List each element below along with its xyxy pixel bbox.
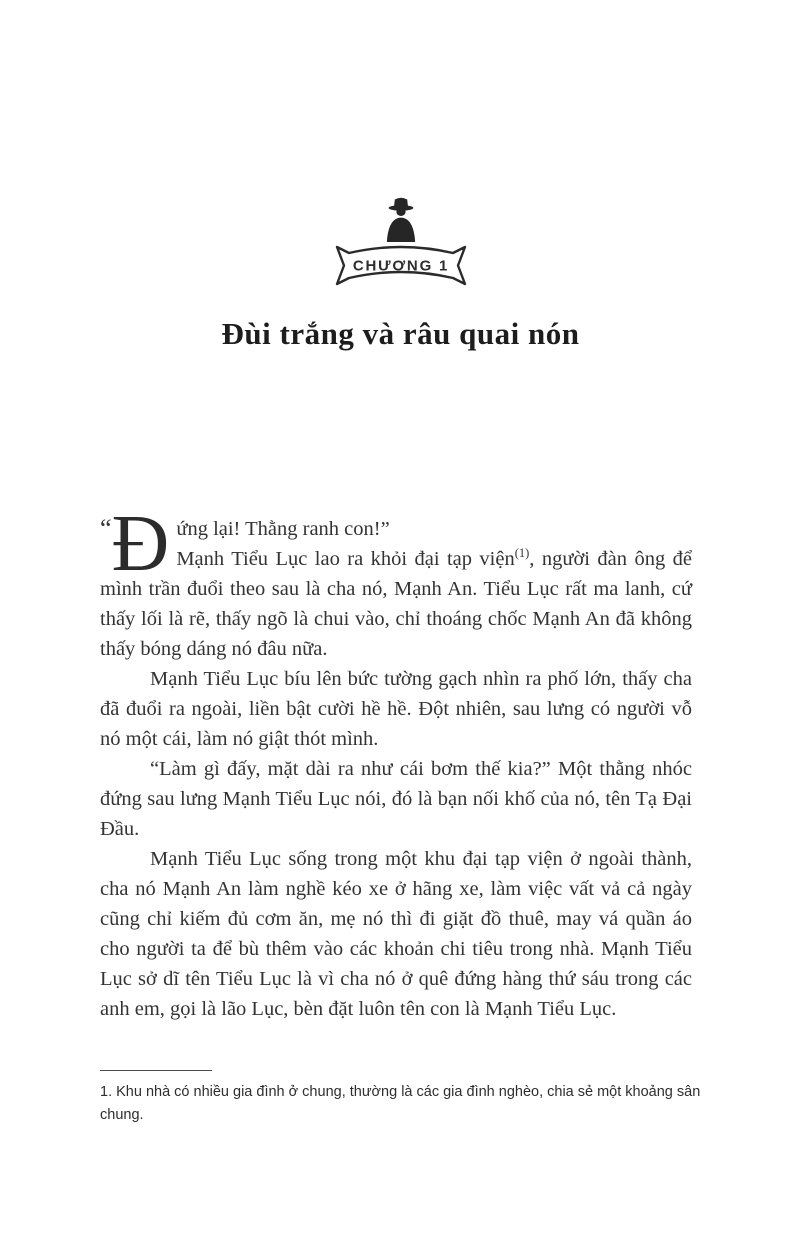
paragraph-2: Mạnh Tiểu Lục bíu lên bức tường gạch nhìn ra phố lớn, thấy cha đã đuổi ra ngoài, liền bật cười hề hề. Đột nhiên, sau lưng có người vỗ nó một cái, làm nó giật thót mình.	[100, 668, 692, 750]
chapter-label: CHƯƠNG 1	[352, 257, 449, 275]
paragraph-3: “Làm gì đấy, mặt dài ra như cái bơm thế kia?” Một thằng nhóc đứng sau lưng Mạnh Tiểu Lục nói, đó là bạn nối khố của nó, tên Tạ Đại Đầu.	[100, 758, 692, 840]
footnote-reference: (1)	[514, 546, 530, 561]
opening-quote-mark: “	[100, 514, 112, 543]
footnote-section	[100, 1070, 702, 1127]
footnote-text: 1. Khu nhà có nhiều gia đình ở chung, thường là các gia đình nghèo, chia sẻ một khoảng sân chung.	[100, 1084, 701, 1123]
body-text	[100, 500, 692, 1024]
dialogue-line: ứng lại! Thằng ranh con!”	[176, 518, 390, 540]
chapter-ribbon-banner	[331, 234, 471, 292]
drop-cap-letter: Đ	[111, 500, 170, 588]
paragraph-1-text-continued: , người đàn ông để mình trần đuổi theo sau là cha nó, Mạnh An. Tiểu Lục rất ma lanh, cứ thấy lối là rẽ, thấy ngõ là chui vào, chỉ thoáng chốc Mạnh An đã không thấy bóng dáng nó đâu nữa.	[100, 548, 692, 660]
paragraph-4: Mạnh Tiểu Lục sống trong một khu đại tạp viện ở ngoài thành, cha nó Mạnh An làm nghề kéo xe ở hãng xe, làm việc vất vả cả ngày cũng chỉ kiếm đủ cơm ăn, mẹ nó thì đi giặt đồ thuê, may vá quần áo cho người ta để bù thêm vào các khoản chi tiêu trong nhà. Mạnh Tiểu Lục sở dĩ tên Tiểu Lục là vì cha nó ở quê đứng hàng thứ sáu trong các anh em, gọi là lão Lục, bèn đặt luôn tên con là Mạnh Tiểu Lục.	[100, 848, 692, 1020]
paragraph-1-text: Mạnh Tiểu Lục lao ra khỏi đại tạp viện	[176, 548, 515, 570]
drop-cap-block	[100, 500, 170, 588]
opening-paragraph	[100, 500, 692, 664]
chapter-title: Đùi trắng và râu quai nón	[221, 316, 580, 351]
footnote-divider	[100, 1070, 212, 1071]
